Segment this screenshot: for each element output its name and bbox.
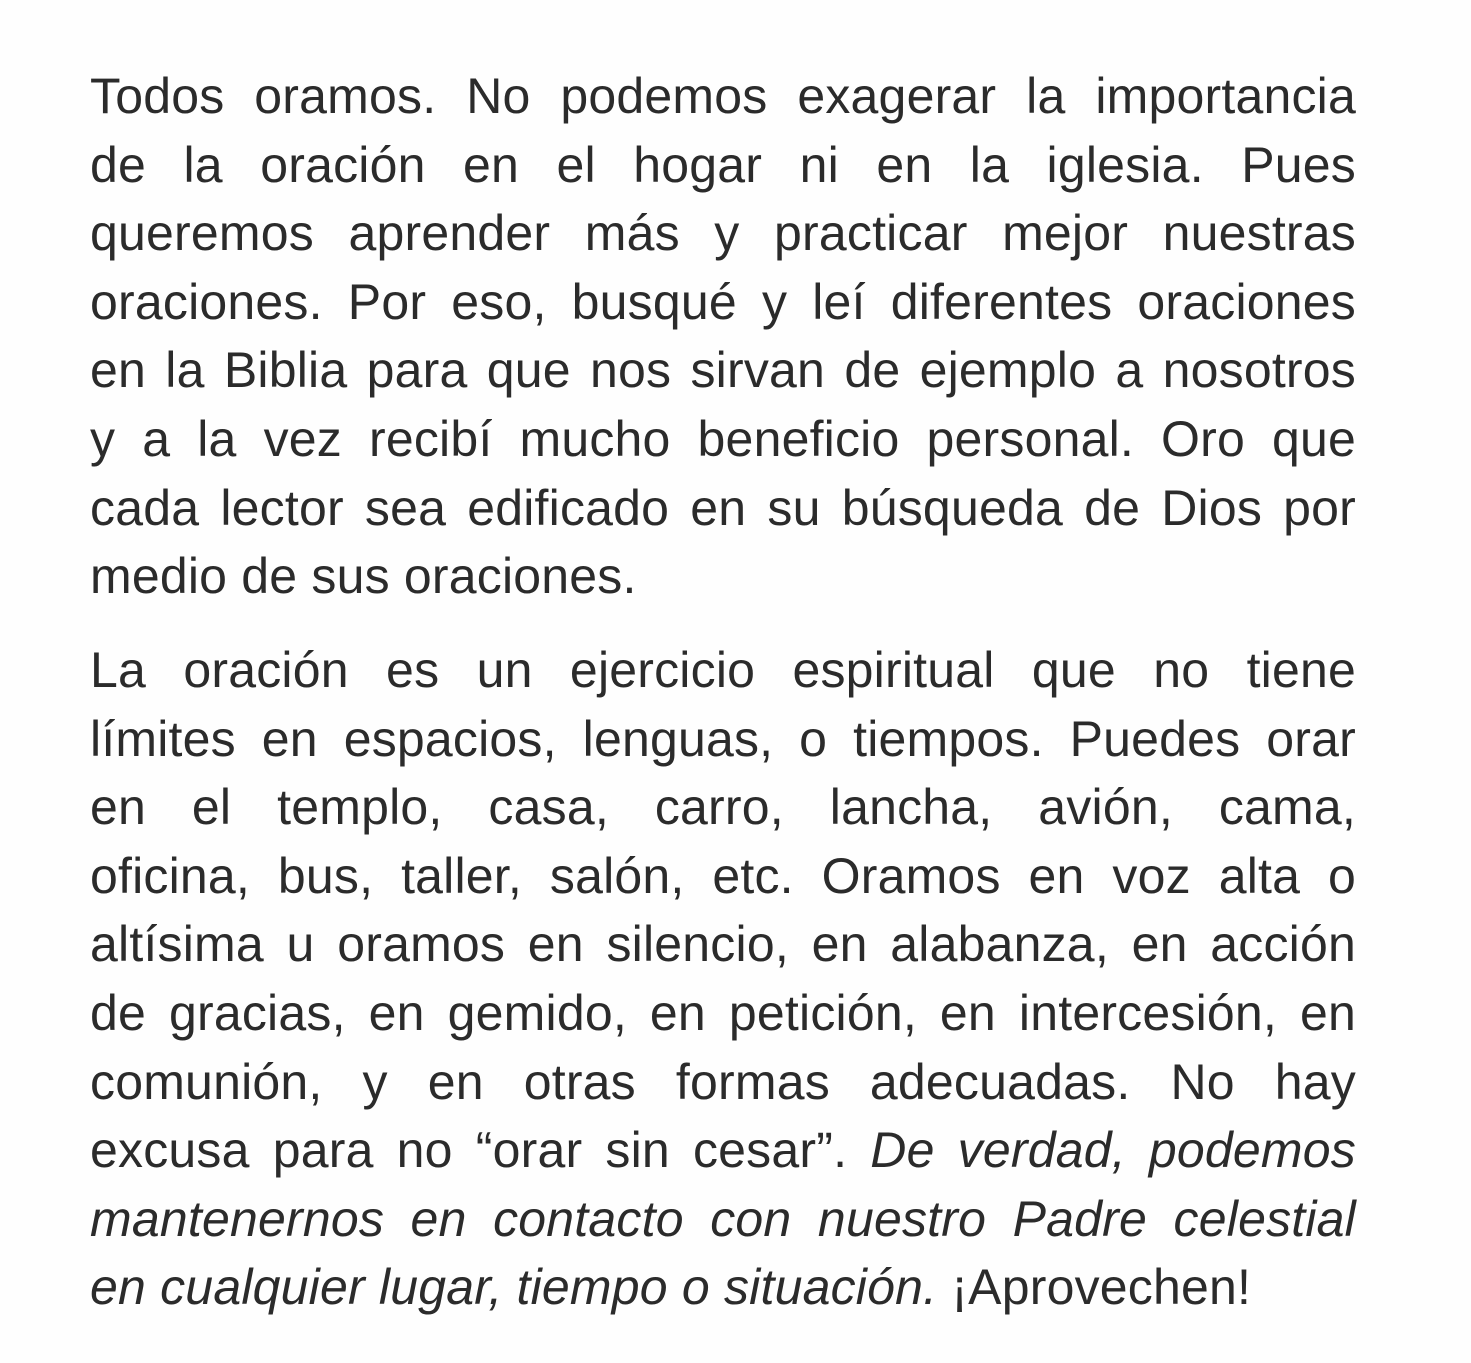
- text-italic: De verdad, podemos: [870, 1122, 1356, 1179]
- text-line-italic: mantenernos en contacto con nuestro Padre celestial: [90, 1190, 1356, 1247]
- text-line: cada lector sea edificado en su búsqueda de Dios por: [90, 479, 1356, 536]
- text-line-mixed: [90, 1116, 1356, 1185]
- paragraph-prayer: [90, 636, 1356, 1322]
- text-line: en el templo, casa, carro, lancha, avión, cama,: [90, 779, 1356, 836]
- text-line: y a la vez recibí mucho beneficio personal. Oro que: [90, 410, 1356, 467]
- text-line: Todos oramos. No podemos exagerar la importancia: [90, 68, 1356, 124]
- text-line: de la oración en el hogar ni en la iglesia. Pues: [90, 136, 1356, 193]
- text-italic: en cualquier lugar, tiempo o situación.: [90, 1259, 938, 1316]
- text-line: altísima u oramos en silencio, en alabanza, en acción: [90, 916, 1356, 973]
- text-normal: excusa para no “orar sin cesar”.: [90, 1122, 871, 1179]
- text-line: queremos aprender más y practicar mejor nuestras: [90, 205, 1356, 262]
- text-line-mixed: [90, 1253, 1356, 1322]
- text-normal: ¡Aprovechen!: [937, 1259, 1252, 1316]
- text-line: oficina, bus, taller, salón, etc. Oramos en voz alta o: [90, 847, 1356, 904]
- text-line: en la Biblia para que nos sirvan de ejemplo a nosotros: [90, 342, 1356, 399]
- text-line: límites en espacios, lenguas, o tiempos. Puedes orar: [90, 710, 1356, 767]
- paragraph-intro: [90, 62, 1356, 611]
- text-line: medio de sus oraciones.: [90, 548, 637, 605]
- text-line: La oración es un ejercicio espiritual que no tiene: [90, 642, 1356, 698]
- text-line: comunión, y en otras formas adecuadas. No hay: [90, 1053, 1356, 1110]
- text-line: de gracias, en gemido, en petición, en intercesión, en: [90, 984, 1356, 1041]
- text-line: oraciones. Por eso, busqué y leí diferentes oraciones: [90, 273, 1356, 330]
